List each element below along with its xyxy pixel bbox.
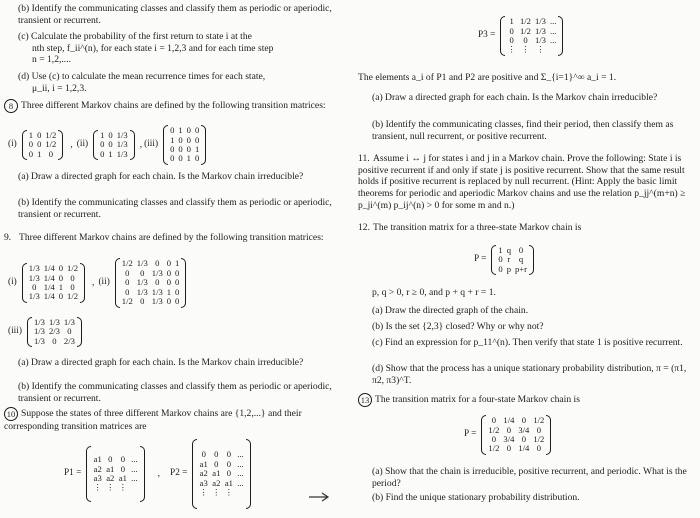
matrix-cell: 0 — [37, 129, 42, 140]
q9-matrices-row2 — [4, 312, 342, 352]
matrix-cell: 1/3 — [116, 148, 128, 159]
q12-part-c: (c) Find an expression for p_11^(n). Then verify that state 1 is positive recurrent. — [372, 337, 683, 348]
matrix-cell: 0 — [194, 153, 200, 164]
matrix-cell: 1 — [166, 286, 172, 297]
matrix-cell: a1 — [199, 458, 208, 469]
matrix-cell: 0 — [155, 277, 160, 288]
matrix-cell: ... — [549, 16, 557, 27]
matrix-cell: 0 — [178, 134, 183, 145]
matrix-entries — [197, 449, 245, 498]
matrix-cell: 0 — [175, 277, 180, 288]
matrix-cell: ⋮ — [224, 487, 234, 498]
q8-part-a: (a) Draw a directed graph for each chain. Is the Markov chain irreducible? — [18, 171, 304, 182]
matrix-cell: 1/4 — [43, 282, 55, 292]
matrix-cell: 0 — [536, 443, 541, 454]
q12-part-a: (a) Draw the directed graph of the chain. — [372, 305, 529, 316]
q13-matrix-row — [358, 410, 696, 460]
handwritten-arrow-mark — [308, 491, 330, 503]
matrix-cell: 1/3 — [63, 316, 75, 327]
q12-part-b: (b) Is the set {2,3} closed? Why or why not? — [372, 321, 544, 332]
q11-number: 11. — [358, 153, 370, 164]
matrix-cell: 0 — [166, 267, 172, 278]
matrix-cell: a1 — [93, 454, 102, 465]
q8-matrix-i — [22, 130, 64, 160]
q8-matrix-iii — [163, 125, 206, 165]
q11-text: Assume i ↔ j for states i and j in a Markov chain. Prove the following: State i is positive recurrent if and only if state j is positive recurrent. Show that the same result holds if positive recurrent is replaced by null recurrent. (Hint: Apply the basic limit theorems for periodic and aperiodic Markov chains and use the relation p_jj^(m+n) ≥ p_ji^(m) p_ij^(n) > 0 for some m and n.) — [358, 153, 686, 211]
matrix-cell: 1 — [37, 148, 42, 159]
matrix-cell: 1/3 — [136, 277, 148, 288]
q9-matrix-iii-label: (iii) — [8, 326, 22, 337]
matrix-cell: 0 — [186, 144, 191, 154]
matrix-cell: 1/3 — [28, 291, 40, 302]
matrix-cell: 1/4 — [43, 272, 55, 283]
q9-number: 9. — [4, 232, 12, 243]
matrix-cell: 0 — [108, 454, 113, 465]
matrix-cell: ... — [237, 477, 244, 488]
matrix-cell: p — [506, 263, 511, 274]
matrix-cell: 0 — [521, 434, 527, 444]
matrix-cell: ... — [131, 473, 138, 483]
q9-matrices-row1: (i) 1/3 1/4 0 1/2 1/3 1/4 0 0 0 1/4 1 0 1/3 1/4 0 1/2 , (ii) 1/2 1/3 0 0 1 0 0 1/3 0 0 0 1/3 0 0 0 0 1/3 1/3 1 0 1/2 0 1/3 0 0 — [4, 258, 342, 308]
matrix-cell: 0 — [226, 449, 232, 460]
matrix-cell: 0 — [166, 296, 172, 307]
matrix-cell: a1 — [118, 473, 127, 483]
q8-matrix-iii-label: (iii) — [144, 139, 159, 150]
matrix-cell: 0 — [125, 286, 130, 297]
matrix-cell: ... — [131, 463, 138, 474]
q10-text: Suppose the states of three different Markov chains are {1,2,...} and their corresponding transition matrices are — [4, 408, 302, 432]
matrix-cell: ... — [237, 468, 244, 479]
matrix-cell: 0 — [506, 424, 512, 435]
matrix-cell: 1/3 — [151, 267, 163, 278]
matrix-cell: 0 — [194, 125, 200, 136]
matrix-cell: 0 — [28, 148, 34, 159]
matrix-cell: ... — [237, 449, 244, 460]
q8-part-b: (b) Identify the communicating classes and classify them as periodic or aperiodic, transient or recurrent. — [18, 197, 332, 220]
q13-part-b: (b) Find the unique stationary probability distribution. — [372, 492, 580, 503]
matrix-cell: 0 — [509, 25, 514, 36]
q7-part-c-line3: n = 1,2,.... — [32, 54, 71, 66]
matrix-cell: 0 — [108, 129, 113, 140]
q8-matrices: (i) 1 0 1/2 0 0 1/2 0 1 0 , (ii) 1 0 1/3 0 0 1/3 0 1 1/3 , (iii) 0 1 0 0 1 0 0 0 0 0 0 1 0 0 1 0 — [4, 124, 342, 166]
matrix-cell: a2 — [212, 477, 221, 488]
matrix-cell: 1 — [509, 16, 514, 27]
matrix-cell: 1/3 — [116, 139, 128, 150]
matrix-cell: 1/2 — [533, 415, 545, 426]
q10-part-a: (a) Draw a directed graph for each chain. Is the Markov chain irreducible? — [372, 92, 658, 103]
matrix-cell: 0 — [32, 282, 37, 292]
matrix-cell: 1/3 — [48, 316, 60, 327]
matrix-cell: 0 — [536, 424, 541, 435]
matrix-cell: 0 — [175, 286, 180, 297]
q7-part-b: (b) Identify the communicating classes and classify them as periodic or aperiodic, transient or recurrent. — [18, 3, 332, 26]
matrix-cell: 0 — [140, 296, 145, 307]
q12-intro — [358, 222, 696, 234]
q10-matrix-p3 — [500, 16, 563, 56]
matrix-cell: 0 — [70, 272, 75, 283]
matrix-cell: 1/3 — [534, 35, 546, 45]
q10-part-b: (b) Identify the communicating classes, find their period, then classify them as transient, null recurrent, or positive recurrent. — [372, 119, 674, 142]
matrix-cell: 0 — [521, 415, 527, 426]
matrix-cell: 0 — [509, 35, 514, 45]
q13-matrix — [481, 415, 551, 455]
matrix-cell: 1/3 — [33, 326, 45, 337]
matrix-cell: 1 — [178, 125, 183, 136]
matrix-cell: q — [506, 244, 511, 255]
matrix-cell: 1/2 — [533, 434, 545, 444]
matrix-cell: 1 — [28, 129, 34, 140]
matrix-cell — [131, 483, 137, 492]
matrix-cell: 0 — [491, 434, 497, 444]
q12-matrix — [491, 245, 534, 275]
matrix-entries — [32, 317, 77, 347]
q7-part-c-line2: nth step, f_ii^(n), for each state i = 1,2,3 and for each time step — [32, 42, 274, 54]
matrix-cell: 0 — [178, 153, 183, 164]
matrix-entries — [98, 130, 130, 160]
matrix-cell: 0 — [67, 326, 72, 337]
matrix-cell: 0 — [170, 153, 175, 164]
matrix-cell: 1 — [175, 258, 180, 269]
matrix-cell: p+r — [515, 263, 528, 274]
q8-matrix-ii — [93, 130, 135, 160]
q7-part-d-line1: (d) Use (c) to calculate the mean recurrence times for each state, — [18, 71, 266, 82]
matrix-cell: 0 — [194, 134, 200, 145]
matrix-cell: 0 — [166, 277, 172, 288]
q10-matrix-p1 — [86, 446, 144, 502]
matrix-cell: 1/2 — [45, 129, 57, 140]
matrix-cell: 1/3 — [151, 286, 163, 297]
q9-matrix-ii — [115, 258, 187, 307]
matrix-cell: 0 — [201, 449, 206, 460]
matrix-cell: 0 — [100, 148, 105, 159]
matrix-cell: 1/4 — [43, 291, 55, 302]
matrix-cell: 0 — [70, 282, 75, 292]
matrix-cell: 1/2 — [121, 258, 133, 269]
matrix-cell: 0 — [125, 277, 130, 288]
q9-matrix-i — [22, 263, 85, 303]
q8-intro — [4, 99, 342, 113]
matrix-cell: 1/2 — [121, 296, 133, 307]
matrix-cell: 0 — [170, 125, 175, 136]
q11 — [358, 153, 696, 212]
matrix-cell: 0 — [178, 144, 183, 154]
matrix-cell: 1/3 — [136, 286, 148, 297]
q12-matrix-row — [358, 240, 696, 280]
q10-p1-label: P1 = — [64, 468, 82, 479]
matrix-entries — [486, 415, 546, 455]
matrix-cell: 0 — [498, 263, 503, 274]
matrix-cell: 0 — [186, 125, 191, 136]
matrix-cell: 0 — [170, 144, 175, 154]
matrix-cell: 1/3 — [534, 16, 546, 27]
matrix-cell: 0 — [491, 415, 497, 426]
q9-matrix-iii — [27, 317, 82, 347]
matrix-entries — [120, 258, 182, 307]
matrix-cell: 0 — [108, 139, 113, 150]
matrix-cell: 0 — [523, 35, 528, 45]
matrix-cell: 1/3 — [136, 258, 148, 269]
matrix-cell: a2 — [106, 473, 115, 483]
matrix-cell: 0 — [120, 454, 126, 465]
matrix-cell: 0 — [506, 443, 512, 454]
matrix-cell: 0 — [48, 148, 54, 159]
q8-text: Three different Markov chains are defined by the following transition matrices: — [21, 100, 326, 112]
matrix-cell: 1 — [58, 282, 64, 292]
q13-number: 13 — [358, 393, 372, 407]
q9-part-a: (a) Draw a directed graph for each chain. Is the Markov chain irreducible? — [18, 357, 304, 368]
matrix-cell — [237, 488, 243, 497]
matrix-cell: 1/3 — [33, 335, 45, 346]
matrix-cell: 0 — [175, 296, 180, 307]
matrix-cell: 1 — [194, 144, 200, 154]
matrix-cell: 0 — [28, 139, 34, 150]
matrix-cell: ... — [131, 454, 138, 465]
matrix-cell: ⋮ — [507, 44, 516, 55]
matrix-cell: a1 — [224, 477, 233, 488]
matrix-cell: 0 — [186, 134, 191, 145]
q7-part-d-line2: μ_ii, i = 1,2,3. — [32, 82, 87, 94]
matrix-cell: 1/4 — [518, 443, 530, 454]
matrix-cell: 1/2 — [488, 424, 500, 435]
q10-matrix-p2 — [192, 439, 250, 509]
matrix-cell: ... — [237, 458, 244, 469]
matrix-cell: 0 — [52, 335, 57, 346]
matrix-cell: 0 — [140, 267, 145, 278]
matrix-entries — [91, 454, 139, 494]
q7-part-d — [4, 71, 342, 94]
matrix-cell: 1/2 — [488, 443, 500, 454]
matrix-cell: 0 — [166, 258, 172, 269]
matrix-cell: 1 — [100, 129, 105, 140]
matrix-cell: 0 — [100, 139, 105, 150]
matrix-cell: q — [518, 254, 524, 265]
matrix-cell: 1/3 — [28, 263, 40, 274]
matrix-cell: 0 — [214, 449, 219, 460]
q13-text: The transition matrix for a four-state Markov chain is — [375, 394, 580, 406]
matrix-cell: 1/3 — [151, 296, 163, 307]
matrix-entries — [505, 16, 558, 56]
q10-p2-label: P2 = — [170, 468, 188, 479]
matrix-cell: ⋮ — [212, 487, 221, 498]
matrix-entries — [496, 245, 529, 275]
q13-part-a: (a) Show that the chain is irreducible, positive recurrent, and periodic. What is the period? — [372, 466, 687, 489]
matrix-cell: 2/3 — [48, 326, 60, 337]
matrix-cell: 3/4 — [503, 434, 515, 444]
matrix-cell: 1 — [108, 148, 113, 159]
q9-matrix-i-label: (i) — [8, 277, 17, 288]
matrix-cell: 1/3 — [534, 25, 546, 36]
matrix-cell: 0 — [226, 458, 232, 469]
matrix-cell: 0 — [58, 263, 64, 274]
q12-part-d: (d) Show that the process has a unique stationary probability distribution, π = (π1, π2, π3)^T. — [372, 363, 687, 386]
matrix-cell: 1/2 — [45, 139, 57, 150]
matrix-cell: a1 — [106, 463, 115, 474]
matrix-cell: 1/3 — [116, 129, 128, 140]
matrix-cell: 0 — [37, 139, 42, 150]
q10-matrices: P1 = a1 0 0 ... a2 a1 0 ... a3 a2 a1 ... ⋮ ⋮ ⋮ , P2 = 0 0 0 ... a1 0 0 ... a2 a1 0 ... a3 a2 a1 ... ⋮ ⋮ ⋮ — [4, 436, 342, 512]
q12-matrix-label: P = — [474, 254, 487, 265]
matrix-cell: 0 — [58, 291, 64, 302]
matrix-cell: 0 — [120, 463, 126, 474]
matrix-entries — [27, 130, 59, 160]
matrix-cell: r — [507, 254, 511, 265]
q8-matrix-i-label: (i) — [8, 139, 17, 150]
q8-number: 8 — [4, 99, 18, 113]
matrix-cell: 1/2 — [67, 291, 79, 302]
matrix-cell: a1 — [212, 468, 221, 479]
matrix-cell: 0 — [58, 272, 64, 283]
q12-text: The transition matrix for a three-state Markov chain is — [373, 222, 582, 233]
matrix-cell: ⋮ — [536, 44, 545, 55]
q10-elements-note: The elements a_i of P1 and P2 are positive and Σ_{i=1}^∞ a_i = 1. — [358, 72, 617, 83]
q12-number: 12. — [358, 222, 370, 233]
matrix-cell: 2/3 — [63, 335, 75, 346]
q9-part-b: (b) Identify the communicating classes and classify them as periodic or aperiodic, transient or recurrent. — [18, 381, 332, 404]
q7-part-c — [4, 31, 342, 66]
matrix-cell: ⋮ — [199, 487, 209, 498]
matrix-cell: a2 — [199, 468, 208, 479]
matrix-cell: a2 — [93, 463, 102, 474]
matrix-cell: 0 — [214, 458, 219, 469]
matrix-cell: ... — [549, 35, 557, 45]
matrix-cell: 1 — [186, 153, 191, 164]
matrix-cell: 1 — [170, 134, 175, 145]
matrix-cell: 0 — [175, 267, 180, 278]
matrix-entries — [27, 263, 80, 303]
matrix-cell: a3 — [93, 473, 102, 483]
matrix-cell: ⋮ — [93, 482, 102, 493]
matrix-cell: 0 — [155, 258, 160, 269]
q9-matrix-ii-label: (ii) — [98, 277, 110, 288]
matrix-cell — [550, 45, 556, 54]
matrix-cell: 1/2 — [519, 16, 531, 27]
matrix-cell: 1/2 — [67, 263, 79, 274]
matrix-cell: 0 — [498, 254, 503, 265]
matrix-entries — [168, 125, 201, 165]
matrix-cell: 1/3 — [33, 316, 45, 327]
matrix-cell: ⋮ — [118, 482, 128, 493]
q10-intro — [4, 407, 342, 433]
matrix-cell: 0 — [518, 244, 524, 255]
matrix-cell: 0 — [226, 468, 232, 479]
matrix-cell: 3/4 — [518, 424, 530, 435]
matrix-cell: ⋮ — [521, 44, 530, 55]
q13-matrix-label: P = — [464, 429, 477, 440]
q7-part-c-line1: (c) Calculate the probability of the first return to state i at the — [18, 31, 252, 42]
q8-matrix-ii-label: (ii) — [76, 139, 89, 150]
matrix-cell: a3 — [199, 477, 208, 488]
matrix-cell: 1/3 — [28, 272, 40, 283]
q10-p3-row — [358, 6, 696, 66]
matrix-cell: ⋮ — [105, 482, 115, 493]
q10-number: 10 — [4, 407, 18, 421]
matrix-cell: 1/4 — [503, 415, 515, 426]
matrix-cell: ... — [549, 25, 557, 36]
q10-p3-label: P3 = — [478, 30, 496, 41]
matrix-cell: 0 — [125, 267, 130, 278]
q9-intro — [4, 232, 342, 244]
q13-intro — [358, 393, 696, 407]
matrix-cell: 1/2 — [519, 25, 531, 36]
q12-conditions: p, q > 0, r ≥ 0, and p + q + r = 1. — [372, 287, 496, 298]
q9-text: Three different Markov chains are defined by the following transition matrices: — [19, 232, 324, 243]
matrix-cell: 1/4 — [43, 263, 55, 274]
matrix-cell: 1 — [498, 244, 503, 255]
